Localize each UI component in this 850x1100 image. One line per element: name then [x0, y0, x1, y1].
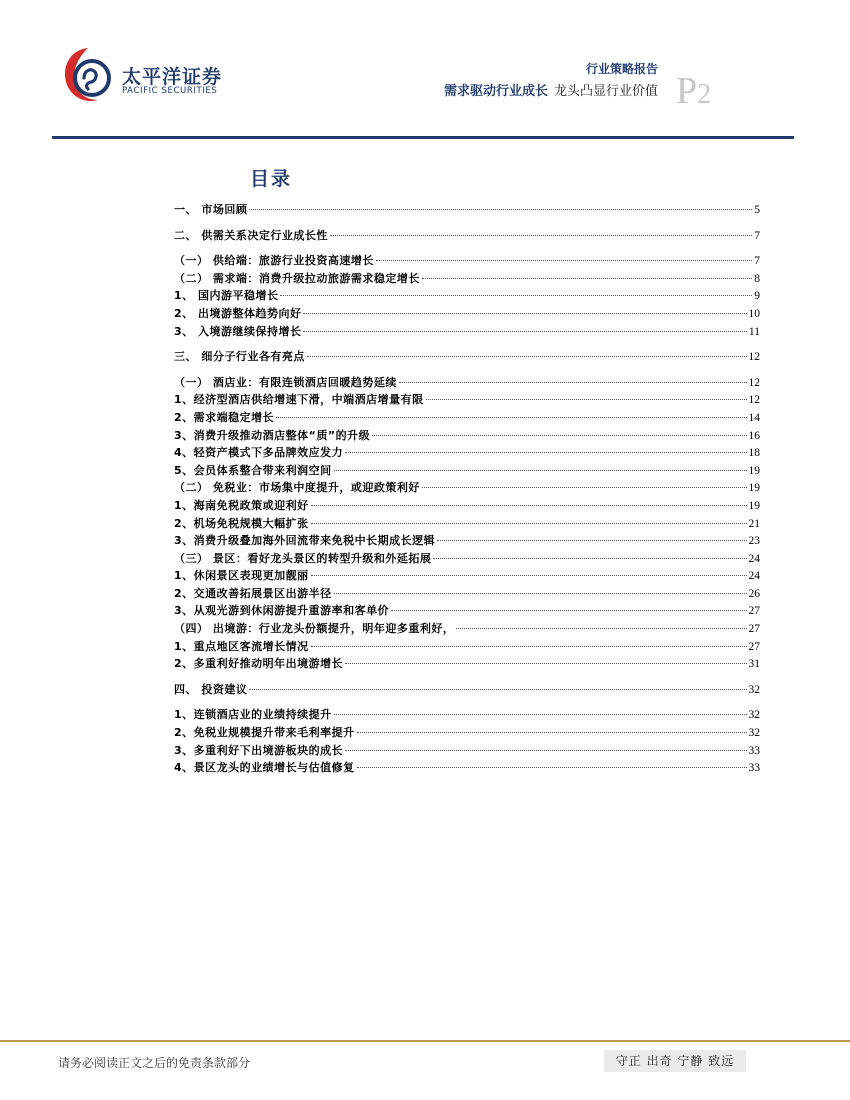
toc-leader-dots — [345, 663, 746, 664]
toc-entry-label: 2、需求端稳定增长 — [174, 410, 275, 424]
page-mark — [676, 72, 711, 110]
toc-entry-page: 32 — [748, 727, 760, 740]
toc-entry[interactable] — [174, 742, 760, 760]
toc-entry-label: 2、机场免税规模大幅扩张 — [174, 516, 309, 530]
toc-entry-page: 5 — [754, 204, 760, 216]
toc-leader-dots — [376, 260, 752, 261]
report-title-main: 需求驱动行业成长 — [443, 84, 548, 99]
toc-entry-page: 24 — [748, 570, 760, 583]
toc-leader-dots — [456, 628, 746, 629]
toc-entry-label: （一） 酒店业：有限连锁酒店回暖趋势延续 — [174, 375, 397, 389]
toc-entry-page: 19 — [748, 482, 760, 495]
toc-leader-dots — [372, 435, 746, 436]
toc-entry[interactable] — [174, 585, 760, 603]
toc-entry-label: 二、 供需关系决定行业成长性 — [174, 228, 328, 242]
toc-entry-label: 3、 入境游继续保持增长 — [174, 324, 302, 338]
toc-entry-label: 三、 细分子行业各有亮点 — [174, 350, 305, 364]
toc-entry[interactable] — [174, 201, 760, 219]
toc-entry-label: 1、重点地区客流增长情况 — [174, 639, 309, 653]
toc-entry[interactable] — [174, 444, 760, 462]
toc-entry-page: 7 — [754, 229, 760, 242]
toc-entry[interactable] — [174, 348, 760, 366]
toc-entry-label: 1、连锁酒店业的业绩持续提升 — [174, 708, 332, 722]
toc-entry[interactable] — [174, 374, 760, 392]
toc-entry[interactable] — [174, 427, 760, 445]
toc-leader-dots — [311, 575, 747, 576]
toc-entry[interactable] — [174, 759, 760, 777]
toc-entry-page: 23 — [748, 535, 760, 548]
toc-entry-page: 21 — [748, 517, 760, 530]
table-of-contents — [174, 201, 760, 777]
toc-leader-dots — [422, 487, 747, 488]
toc-leader-dots — [345, 750, 746, 751]
toc-entry-page: 19 — [748, 464, 760, 477]
company-logo — [58, 44, 258, 110]
toc-entry[interactable] — [174, 706, 760, 724]
toc-entry-label: 1、海南免税政策或迎利好 — [174, 498, 309, 512]
toc-leader-dots — [311, 505, 747, 506]
toc-leader-dots — [345, 452, 746, 453]
toc-leader-dots — [303, 313, 746, 314]
toc-entry[interactable] — [174, 323, 760, 341]
toc-entry-page: 32 — [748, 709, 760, 722]
toc-entry[interactable] — [174, 497, 760, 515]
toc-leader-dots — [311, 646, 747, 647]
footer-divider — [0, 1040, 850, 1042]
toc-entry-page: 8 — [754, 272, 760, 285]
toc-entry-page: 12 — [748, 376, 760, 389]
toc-entry-label: 5、会员体系整合带来利润空间 — [174, 463, 332, 477]
toc-entry[interactable] — [174, 655, 760, 673]
toc-entry-label: 1、经济型酒店供给增速下滑，中端酒店增量有限 — [174, 393, 424, 407]
brand-name-en: PACIFIC SECURITIES — [122, 86, 218, 96]
toc-entry[interactable] — [174, 515, 760, 533]
toc-entry-page: 14 — [748, 411, 760, 424]
toc-entry-page: 9 — [754, 290, 760, 303]
toc-leader-dots — [357, 732, 747, 733]
header-divider — [52, 136, 794, 139]
toc-entry-label: 4、景区龙头的业绩增长与估值修复 — [174, 761, 355, 775]
toc-entry-label: 2、免税业规模提升带来毛利率提升 — [174, 726, 355, 740]
toc-entry[interactable] — [174, 602, 760, 620]
toc-entry-label: 2、多重利好推动明年出境游增长 — [174, 657, 344, 671]
pacific-securities-logo-icon — [58, 44, 116, 106]
toc-entry[interactable] — [174, 409, 760, 427]
brand-name-cn: 太平洋证券 — [122, 66, 223, 88]
report-title — [444, 80, 658, 99]
toc-entry[interactable] — [174, 391, 760, 409]
toc-entry-label: 一、 市场回顾 — [174, 203, 248, 216]
toc-entry-page: 16 — [748, 429, 760, 442]
toc-entry[interactable] — [174, 620, 760, 638]
toc-entry-label: 4、轻资产模式下多品牌效应发力 — [174, 446, 344, 460]
report-type: 行业策略报告 — [585, 62, 658, 76]
toc-entry-page: 24 — [748, 552, 760, 565]
toc-entry-label: 1、休闲景区表现更加靓丽 — [174, 569, 309, 583]
toc-leader-dots — [249, 689, 746, 690]
toc-entry[interactable] — [174, 462, 760, 480]
toc-entry-page: 12 — [748, 394, 760, 407]
toc-entry-label: （一） 供给端：旅游行业投资高速增长 — [174, 254, 374, 268]
toc-entry[interactable] — [174, 305, 760, 323]
report-title-sub: 龙头凸显行业价值 — [553, 84, 658, 99]
toc-entry-page: 11 — [748, 325, 760, 338]
toc-entry[interactable] — [174, 724, 760, 742]
toc-leader-dots — [357, 767, 747, 768]
toc-leader-dots — [276, 417, 746, 418]
toc-entry[interactable] — [174, 567, 760, 585]
toc-entry[interactable] — [174, 270, 760, 288]
toc-heading: 目录 — [250, 168, 293, 190]
toc-leader-dots — [437, 540, 746, 541]
toc-entry-page: 26 — [748, 587, 760, 600]
toc-leader-dots — [334, 714, 747, 715]
toc-leader-dots — [249, 209, 752, 210]
toc-entry-page: 27 — [748, 623, 760, 636]
toc-leader-dots — [280, 295, 752, 296]
toc-entry-label: （二） 免税业：市场集中度提升，或迎政策利好 — [174, 481, 420, 495]
toc-entry-label: （二） 需求端：消费升级拉动旅游需求稳定增长 — [174, 271, 420, 285]
page-mark-prefix: P — [676, 70, 698, 112]
toc-leader-dots — [311, 523, 747, 524]
toc-leader-dots — [426, 399, 747, 400]
toc-entry-label: （四） 出境游：行业龙头份额提升，明年迎多重利好， — [174, 622, 455, 636]
toc-leader-dots — [334, 593, 747, 594]
toc-entry-label: 3、多重利好下出境游板块的成长 — [174, 743, 344, 757]
toc-entry[interactable] — [174, 287, 760, 305]
toc-leader-dots — [422, 278, 752, 279]
toc-entry-page: 27 — [748, 605, 760, 618]
toc-entry-page: 33 — [748, 762, 760, 775]
toc-leader-dots — [303, 331, 746, 332]
toc-entry-label: 四、 投资建议 — [174, 682, 248, 696]
toc-entry[interactable] — [174, 479, 760, 497]
toc-leader-dots — [433, 558, 746, 559]
toc-leader-dots — [307, 356, 747, 357]
toc-entry-label: （三） 景区：看好龙头景区的转型升级和外延拓展 — [174, 551, 432, 565]
toc-entry-label: 3、消费升级推动酒店整体“质”的升级 — [174, 428, 371, 442]
toc-entry-page: 19 — [748, 499, 760, 512]
toc-leader-dots — [334, 470, 747, 471]
toc-entry-page: 33 — [748, 744, 760, 757]
toc-entry-label: 2、交通改善拓展景区出游半径 — [174, 586, 332, 600]
toc-entry-page: 27 — [748, 640, 760, 653]
toc-entry[interactable] — [174, 638, 760, 656]
toc-entry-page: 31 — [748, 658, 760, 671]
toc-entry-label: 3、消费升级叠加海外回流带来免税中长期成长逻辑 — [174, 534, 436, 548]
toc-entry[interactable] — [174, 532, 760, 550]
toc-entry-page: 7 — [754, 255, 760, 268]
toc-entry[interactable] — [174, 227, 760, 245]
toc-entry-label: 2、 出境游整体趋势向好 — [174, 306, 302, 320]
toc-entry[interactable] — [174, 681, 760, 699]
toc-entry-page: 10 — [748, 307, 760, 320]
toc-entry-page: 32 — [748, 683, 760, 696]
toc-entry-label: 1、 国内游平稳增长 — [174, 289, 279, 303]
toc-entry-page: 18 — [748, 447, 760, 460]
footer-motto: 守正 出奇 宁静 致远 — [604, 1050, 746, 1072]
toc-entry[interactable] — [174, 252, 760, 270]
toc-entry-page: 12 — [748, 351, 760, 364]
footer-disclaimer: 请务必阅读正文之后的免责条款部分 — [58, 1056, 251, 1070]
page-mark-number: 2 — [697, 79, 712, 110]
toc-leader-dots — [399, 382, 747, 383]
toc-entry-label: 3、从观光游到休闲游提升重游率和客单价 — [174, 604, 390, 618]
toc-leader-dots — [330, 235, 752, 236]
toc-entry[interactable] — [174, 550, 760, 568]
toc-leader-dots — [391, 610, 746, 611]
